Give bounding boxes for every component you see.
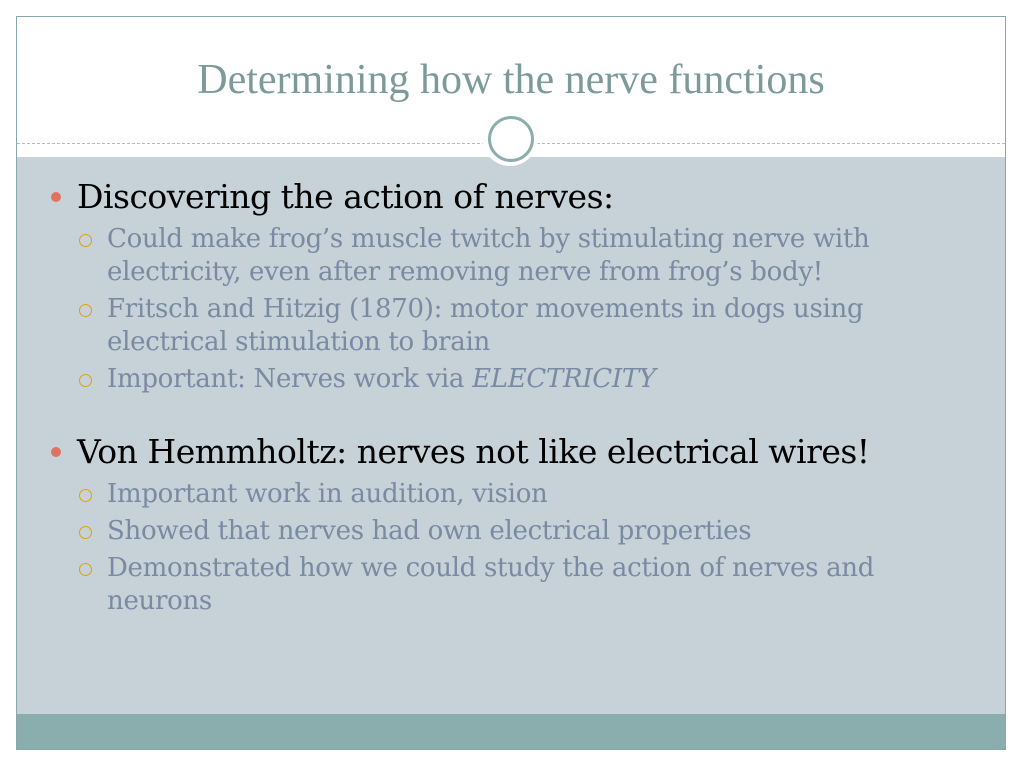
list-item-text: Important: Nerves work via bbox=[107, 364, 473, 394]
section-spacer bbox=[47, 396, 947, 432]
bullet-ring-icon bbox=[79, 304, 92, 317]
bullet-dot-icon bbox=[51, 192, 61, 202]
section-heading bbox=[47, 432, 947, 472]
list-item-text: Important work in audition, vision bbox=[107, 479, 548, 509]
list-item-emphasis: ELECTRICITY bbox=[472, 364, 656, 394]
footer-band bbox=[17, 714, 1005, 749]
bullet-ring-icon bbox=[79, 563, 92, 576]
bullet-dot-icon bbox=[51, 447, 61, 457]
slide-content bbox=[47, 177, 947, 618]
list-item bbox=[47, 223, 947, 289]
section-heading-text: Von Hemmholtz: nerves not like electrical wires! bbox=[77, 432, 870, 471]
section-heading bbox=[47, 177, 947, 217]
slide-title: Determining how the nerve functions bbox=[197, 57, 825, 103]
list-item-text: Showed that nerves had own electrical properties bbox=[107, 516, 752, 546]
bullet-ring-icon bbox=[79, 526, 92, 539]
list-item bbox=[47, 515, 947, 548]
ring-ornament-icon bbox=[488, 116, 534, 162]
list-item bbox=[47, 293, 947, 359]
list-item-text: Demonstrated how we could study the action of nerves and neurons bbox=[107, 553, 875, 616]
slide bbox=[16, 16, 1006, 750]
section-heading-text: Discovering the action of nerves: bbox=[77, 177, 614, 216]
list-item bbox=[47, 363, 947, 396]
list-item-text: Fritsch and Hitzig (1870): motor movements in dogs using electrical stimulation to brain bbox=[107, 294, 864, 357]
bullet-ring-icon bbox=[79, 374, 92, 387]
list-item-text: Could make frog’s muscle twitch by stimulating nerve with electricity, even after removing nerve from frog’s body! bbox=[107, 224, 870, 287]
list-item bbox=[47, 552, 947, 618]
list-item bbox=[47, 478, 947, 511]
bullet-ring-icon bbox=[79, 234, 92, 247]
bullet-ring-icon bbox=[79, 489, 92, 502]
